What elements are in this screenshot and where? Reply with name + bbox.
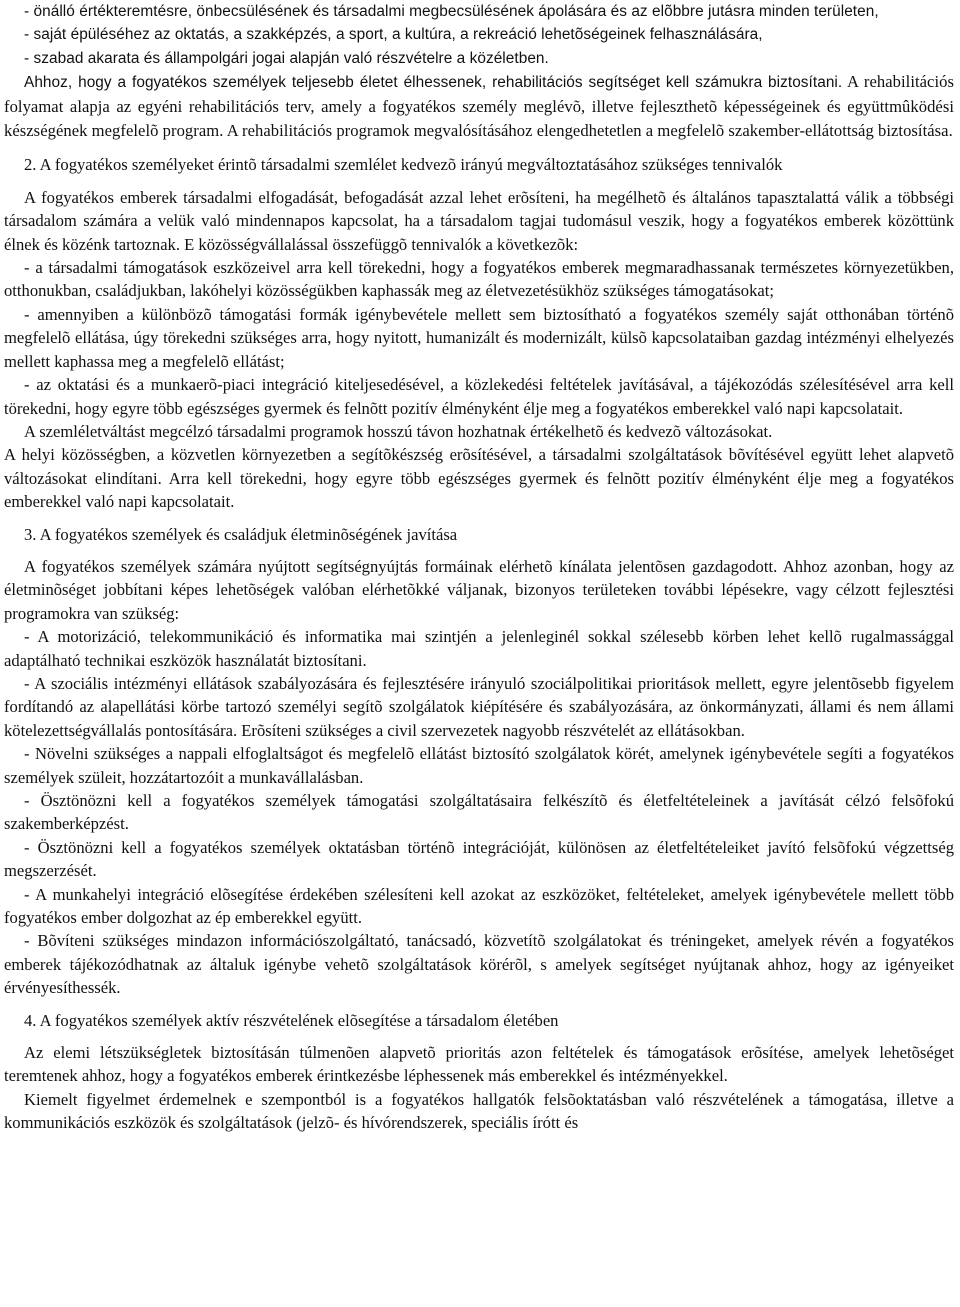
section-heading: 2. A fogyatékos személyeket érintõ társadalmi szemlélet kedvezõ irányú megváltoztatásához szükséges tennivalók [24,155,783,175]
list-item: - Növelni szükséges a nappali elfoglaltságot és megfelelõ ellátást biztosító szolgálatok körét, amelynek igénybevétele segíti a fogyatékos személyek szüleit, hozzátartozóit a munkavállalásban. [4,744,954,787]
list-item: - A szociális intézményi ellátások szabályozására és fejlesztésére irányuló szociálpolitikai prioritások mellett, egyre jelentõsebb figyelem fordítandó az alapellátási körbe tartozó személyi segítõ szolgálatok kiépítésére és szabályozására, az önkormányzati, állami és nem állami kötelezettségvállalás pontosítására. Erõsíteni szükséges a civil szervezetek nagyobb részvételét az ellátásokban. [4,673,954,740]
list-item: - az oktatási és a munkaerõ-piaci integráció kiteljesedésével, a közlekedési feltételek javításával, a tájékozódás szélesítésével arra kell törekedni, hogy egyre több egészséges gyermek és felnõtt pozitív élményként élje meg a fogyatékos emberekkel való napi kapcsolatait. [4,375,954,418]
paragraph: A helyi közösségben, a közvetlen környezetben a segítõkészség erõsítésével, a társadalmi szolgáltatások bõvítésével együtt lehet alapvetõ változásokat elindítani. Arra kell törekedni, hogy egyre több egészséges gyermek és felnõtt pozitív élményként élje meg a fogyatékos emberekkel való napi kapcsolatait. [4,445,954,512]
paragraph: Az elemi létszükségletek biztosításán túlmenõen alapvetõ prioritás azon feltételek és támogatások erõsítése, amelyek lehetõséget teremtenek ahhoz, hogy a fogyatékos emberek érintkezésbe léphessenek más emberekkel és intézményekkel. [4,1043,954,1086]
list-item: - Bõvíteni szükséges mindazon információszolgáltató, tanácsadó, közvetítõ szolgálatokat és tréningeket, amelyek révén a fogyatékos emberek tájékozódhatnak az általuk igénybe vehetõ szolgáltatások körérõl, s amelyek segítséget nyújtanak ahhoz, hogy az igényeiket érvényesíthessék. [4,931,954,998]
list-item: - saját épüléséhez az oktatás, a szakképzés, a sport, a kultúra, a rekreáció lehetõségeinek felhasználására, [24,26,763,44]
list-item: - szabad akarata és állampolgári jogai alapján való részvételre a közéletben. [24,49,549,67]
list-item: - Ösztönözni kell a fogyatékos személyek oktatásban történõ integrációját, különösen az életfeltételeiket javító felsõfokú végzettség megszerzését. [4,837,954,881]
list-item: - önálló értékteremtésre, önbecsülésének és társadalmi megbecsülésének ápolására és az elõbbre jutásra minden területen, [24,3,879,20]
paragraph [4,70,954,143]
paragraph: A fogyatékos személyek számára nyújtott segítségnyújtás formáinak elérhetõ kínálata jelentõsen gazdagodott. Ahhoz azonban, hogy az életminõséget jobbítani képes lehetõségek valóban elérhetõkké váljanak, bizonyos területeken további lépésekre, vagy célzott fejlesztési programokra van szükség: [4,556,954,623]
list-item: - Ösztönözni kell a fogyatékos személyek támogatási szolgáltatásaira felkészítõ és életfeltételeinek a javítását célzó felsõfokú szakemberképzést. [4,791,954,834]
list-item: - A motorizáció, telekommunikáció és informatika mai szintjén a jelenleginél sokkal szélesebb körben lehet kellõ rugalmassággal adaptálható technikai eszközök használatát biztosítani. [4,627,954,670]
paragraph-serif-part: A rehabilitációs folyamat alapja az egyéni rehabilitációs terv, amely a fogyatékos személy meglévõ, illetve fejleszthetõ képességeinek és együttmûködési készségének megfelelõ program. A rehabilitációs programok megvalósításához elengedhetetlen a megfelelõ szakember-ellátottság biztosítása. [4,72,954,141]
paragraph: A szemléletváltást megcélzó társadalmi programok hosszú távon hozhatnak értékelhetõ és kedvezõ változásokat. [24,421,773,441]
section1-tail [4,0,954,143]
paragraph-sans-part: Ahhoz, hogy a fogyatékos személyek teljesebb életet élhessenek, rehabilitációs segítséget kell számukra biztosítani. [24,74,843,92]
section-heading: 3. A fogyatékos személyek és családjuk életminõségének javítása [24,524,458,544]
list-item: - amennyiben a különbözõ támogatási formák igénybevétele mellett sem biztosítható a fogyatékos személy saját otthonában történõ megfelelõ ellátása, úgy törekedni szükséges arra, hogy nyitott, humanizált és modernizált, külsõ kapcsolataiban gazdag intézményi elhelyezés mellett kaphassa meg a megfelelõ ellátást; [4,304,954,371]
section-heading: 4. A fogyatékos személyek aktív részvételének elõsegítése a társadalom életében [24,1010,559,1030]
paragraph: Kiemelt figyelmet érdemelnek e szempontból is a fogyatékos hallgatók felsõoktatásban való részvételének a támogatása, illetve a kommunikációs eszközök és szolgáltatások (jelzõ- és hívórendszerek, speciális írótt és [4,1089,954,1133]
list-item: - a társadalmi támogatások eszközeivel arra kell törekedni, hogy a fogyatékos emberek megmaradhassanak természetes környezetükben, otthonukban, családjukban, lakóhelyi közösségükben kaphassák meg az életvezetésükhöz szükséges támogatásokat; [4,258,954,301]
list-item: - A munkahelyi integráció elõsegítése érdekében szélesíteni kell azokat az eszközöket, feltételeket, amelyek igénybevétele mellett több fogyatékos ember dolgozhat az ép emberekkel együtt. [4,884,954,928]
paragraph: A fogyatékos emberek társadalmi elfogadását, befogadását azzal lehet erõsíteni, ha megélhetõ és általános tapasztalattá válik a többségi társadalom számára a velük való mindennapos kapcsolat, ha a társadalom tagjai tudomásul veszik, hogy a fogyatékos emberek közöttünk élnek és közénk tartoznak. E közösségvállalással összefüggõ tennivalók a következõk: [4,187,954,254]
